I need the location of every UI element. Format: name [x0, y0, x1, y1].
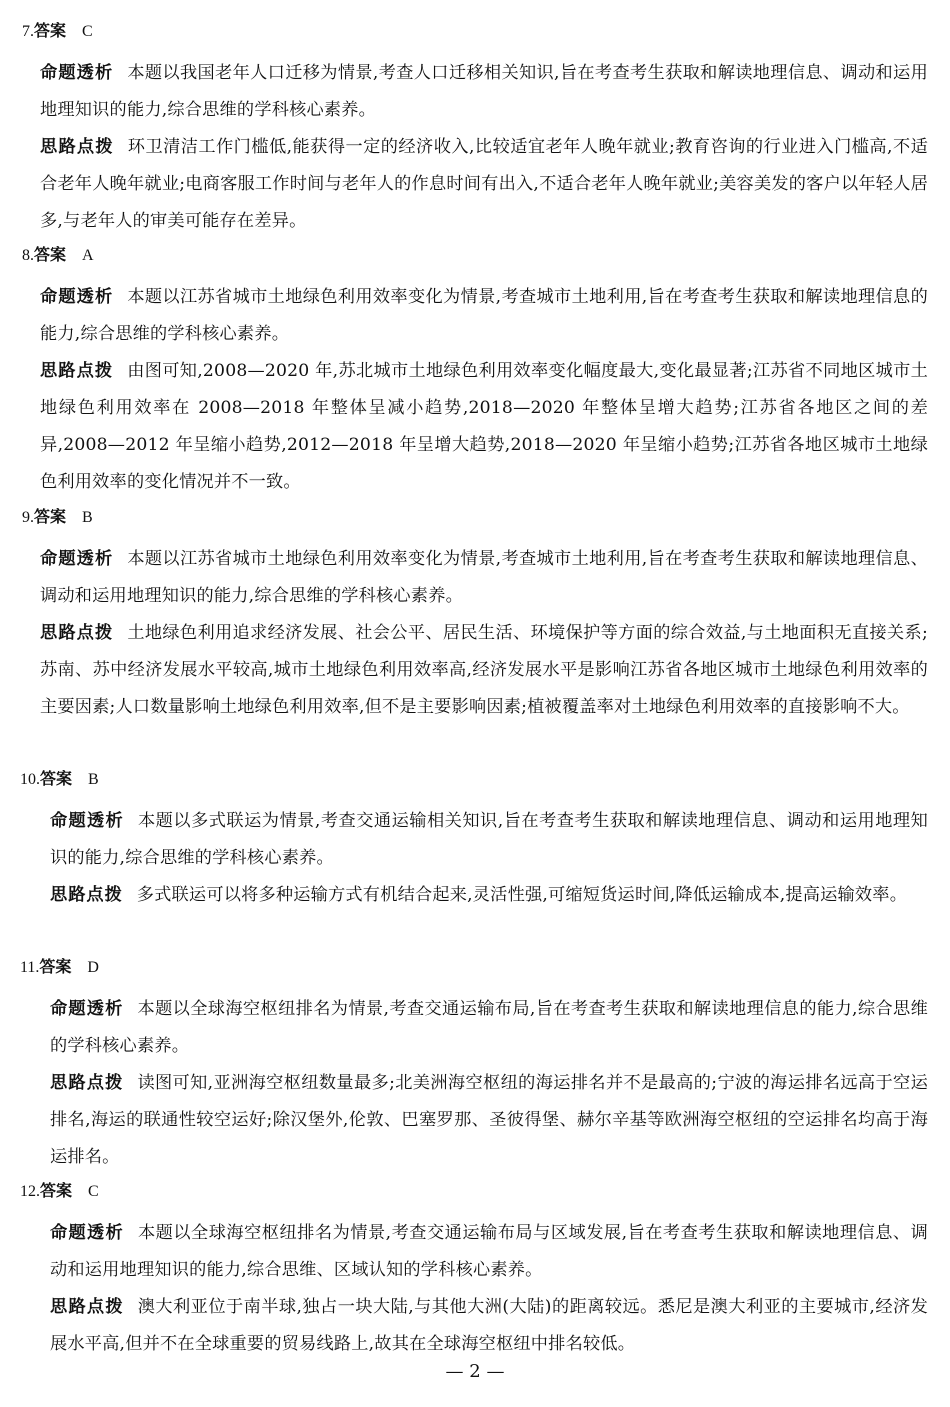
question-number: 10.	[20, 771, 40, 788]
hint-text: 多式联运可以将多种运输方式有机结合起来,灵活性强,可缩短货运时间,降低运输成本,提高运输效率。	[136, 885, 908, 905]
answer-value: A	[82, 247, 94, 264]
answer-label: 答案	[39, 959, 72, 976]
hint-label: 思路点拨	[50, 1296, 124, 1316]
hint-paragraph	[50, 876, 928, 914]
hint-text: 由图可知,2008—2020 年,苏北城市土地绿色利用效率变化幅度最大,变化最显著;江苏省不同地区城市土地绿色利用效率在 2008—2018 年整体呈减小趋势,2018—2020 年整体呈增大趋势;江苏省各地区之间的差异,2008—2012 年呈缩小趋势,2012—2018 年呈增大趋势,2018—2020 年呈缩小趋势;江苏省各地区城市土地绿色利用效率的变化情况并不一致。	[40, 361, 928, 492]
question-number: 8.	[22, 247, 34, 264]
analysis-label: 命题透析	[40, 286, 114, 306]
answer-value: C	[88, 1183, 99, 1200]
hint-paragraph	[50, 1288, 928, 1363]
analysis-paragraph	[40, 54, 928, 129]
analysis-text: 本题以全球海空枢纽排名为情景,考查交通运输布局与区域发展,旨在考查考生获取和解读地理信息、调动和运用地理知识的能力,综合思维、区域认知的学科核心素养。	[50, 1223, 928, 1280]
analysis-paragraph	[40, 278, 928, 353]
question-header	[20, 770, 99, 790]
question-header	[22, 22, 93, 42]
hint-text: 澳大利亚位于南半球,独占一块大陆,与其他大洲(大陆)的距离较远。悉尼是澳大利亚的主要城市,经济发展水平高,但并不在全球重要的贸易线路上,故其在全球海空枢纽中排名较低。	[50, 1297, 928, 1354]
hint-label: 思路点拨	[40, 136, 114, 156]
hint-label: 思路点拨	[40, 360, 114, 380]
answer-value: B	[88, 771, 99, 788]
analysis-label: 命题透析	[50, 998, 124, 1018]
analysis-label: 命题透析	[40, 62, 114, 82]
question-number: 11.	[20, 959, 40, 976]
hint-text: 环卫清洁工作门槛低,能获得一定的经济收入,比较适宜老年人晚年就业;教育咨询的行业进入门槛高,不适合老年人晚年就业;电商客服工作时间与老年人的作息时间有出入,不适合老年人晚年就业;美容美发的客户以年轻人居多,与老年人的审美可能存在差异。	[40, 137, 928, 231]
hint-text: 读图可知,亚洲海空枢纽数量最多;北美洲海空枢纽的海运排名并不是最高的;宁波的海运排名远高于空运排名,海运的联通性较空运好;除汉堡外,伦敦、巴塞罗那、圣彼得堡、赫尔辛基等欧洲海空枢纽的空运排名均高于海运排名。	[50, 1073, 928, 1167]
analysis-label: 命题透析	[50, 1222, 124, 1242]
answer-value: C	[82, 23, 93, 40]
answer-label: 答案	[40, 771, 73, 788]
hint-paragraph	[40, 128, 928, 240]
analysis-text: 本题以全球海空枢纽排名为情景,考查交通运输布局,旨在考查考生获取和解读地理信息的能力,综合思维的学科核心素养。	[50, 999, 928, 1056]
answer-value: B	[82, 509, 93, 526]
analysis-paragraph	[50, 1214, 928, 1289]
question-number: 9.	[22, 509, 34, 526]
question-header	[22, 508, 93, 528]
question-header	[20, 958, 99, 978]
hint-label: 思路点拨	[40, 622, 114, 642]
question-number: 12.	[20, 1183, 40, 1200]
hint-paragraph	[40, 614, 928, 726]
hint-paragraph	[40, 352, 928, 501]
analysis-label: 命题透析	[40, 548, 114, 568]
question-header	[20, 1182, 99, 1202]
analysis-paragraph	[50, 990, 928, 1065]
hint-paragraph	[50, 1064, 928, 1176]
hint-label: 思路点拨	[50, 1072, 124, 1092]
page-number: — 2 —	[445, 1361, 505, 1382]
question-header	[22, 246, 94, 266]
hint-label: 思路点拨	[50, 884, 123, 904]
analysis-text: 本题以江苏省城市土地绿色利用效率变化为情景,考查城市土地利用,旨在考查考生获取和解读地理信息的能力,综合思维的学科核心素养。	[40, 287, 928, 344]
hint-text: 土地绿色利用追求经济发展、社会公平、居民生活、环境保护等方面的综合效益,与土地面积无直接关系;苏南、苏中经济发展水平较高,城市土地绿色利用效率高,经济发展水平是影响江苏省各地区城市土地绿色利用效率的主要因素;人口数量影响土地绿色利用效率,但不是主要影响因素;植被覆盖率对土地绿色利用效率的直接影响不大。	[40, 623, 928, 717]
answer-label: 答案	[34, 23, 67, 40]
analysis-paragraph	[50, 802, 928, 877]
analysis-text: 本题以我国老年人口迁移为情景,考查人口迁移相关知识,旨在考查考生获取和解读地理信息、调动和运用地理知识的能力,综合思维的学科核心素养。	[40, 63, 928, 120]
answer-value: D	[87, 959, 99, 976]
question-number: 7.	[22, 23, 34, 40]
answer-label: 答案	[34, 509, 67, 526]
analysis-paragraph	[40, 540, 928, 615]
answer-label: 答案	[34, 247, 67, 264]
analysis-text: 本题以江苏省城市土地绿色利用效率变化为情景,考查城市土地利用,旨在考查考生获取和解读地理信息、调动和运用地理知识的能力,综合思维的学科核心素养。	[40, 549, 928, 606]
analysis-text: 本题以多式联运为情景,考查交通运输相关知识,旨在考查考生获取和解读地理信息、调动和运用地理知识的能力,综合思维的学科核心素养。	[50, 811, 928, 868]
answer-label: 答案	[40, 1183, 73, 1200]
analysis-label: 命题透析	[50, 810, 124, 830]
